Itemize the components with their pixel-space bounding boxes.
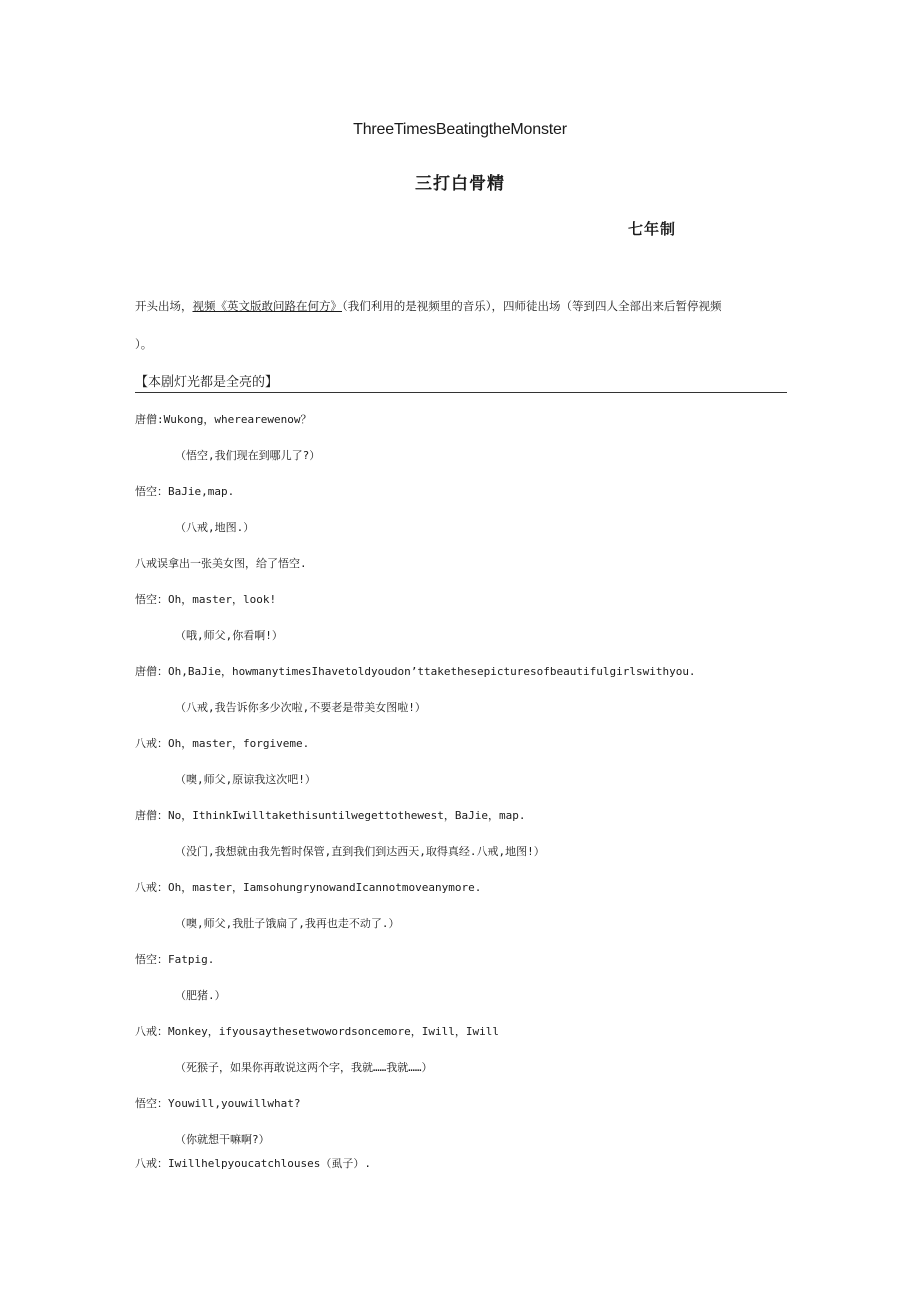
dialogue-translation: （死猴子，如果你再敢说这两个字，我就……我就……） — [175, 1061, 433, 1074]
dialogue-line: 八戒：Monkey，ifyousaythesetwowordsoncemore，Iwill，Iwill — [135, 1025, 500, 1038]
dialogue-line: 悟空：Fatpig. — [135, 953, 215, 966]
dialogue-translation: （悟空,我们现在到哪儿了?） — [175, 449, 321, 462]
section-divider — [135, 392, 787, 393]
lighting-note: 【本剧灯光都是全亮的】 — [135, 375, 279, 390]
document-title-chinese: 三打白骨精 — [415, 174, 505, 194]
dialogue-line: 悟空：BaJie,map. — [135, 485, 235, 498]
intro-paragraph — [135, 298, 722, 314]
dialogue-line: 唐僧：Oh,BaJie，howmanytimesIhavetoldyoudon’ttakethesepicturesofbeautifulgirlswithyou. — [135, 665, 696, 678]
intro-paragraph-end: ）。 — [135, 337, 153, 351]
dialogue-translation: （没门,我想就由我先暂时保管,直到我们到达西天,取得真经.八戒,地图!） — [175, 845, 545, 858]
intro-text-after: （我们利用的是视频里的音乐），四师徒出场（等到四人全部出来后暂停视频 — [342, 299, 722, 313]
dialogue-translation: （噢,师父,我肚子饿扁了,我再也走不动了.） — [175, 917, 400, 930]
dialogue-line: 八戒：Oh，master，IamsohungrynowandIcannotmoveanymore. — [135, 881, 482, 894]
dialogue-line: 唐僧：No，IthinkIwilltakethisuntilwegettothewest，BaJie，map. — [135, 809, 526, 822]
dialogue-translation: （噢,师父,原谅我这次吧!） — [175, 773, 316, 786]
intro-text-before: 开头出场， — [135, 299, 193, 313]
dialogue-line: 八戒：Iwillhelpyoucatchlouses（虱子）. — [135, 1157, 371, 1170]
document-title-english: ThreeTimesBeatingtheMonster — [353, 121, 567, 138]
grade-label: 七年制 — [628, 220, 677, 238]
dialogue-line: 八戒误拿出一张美女图，给了悟空. — [135, 557, 307, 570]
dialogue-line: 唐僧:Wukong，wherearewenow？ — [135, 413, 312, 426]
dialogue-line: 悟空：Oh，master，look! — [135, 593, 277, 606]
dialogue-translation: （肥猪.） — [175, 989, 226, 1002]
dialogue-translation: （你就想干嘛啊?） — [175, 1133, 270, 1146]
dialogue-line: 悟空：Youwill,youwillwhat? — [135, 1097, 301, 1110]
video-link[interactable]: 视频《英文版敢问路在何方》 — [192, 299, 342, 313]
dialogue-translation: （八戒,我告诉你多少次啦,不要老是带美女图啦!） — [175, 701, 426, 714]
dialogue-translation: （八戒,地图.） — [175, 521, 255, 534]
dialogue-line: 八戒：Oh，master，forgiveme. — [135, 737, 310, 750]
dialogue-translation: （哦,师父,你看啊!） — [175, 629, 283, 642]
